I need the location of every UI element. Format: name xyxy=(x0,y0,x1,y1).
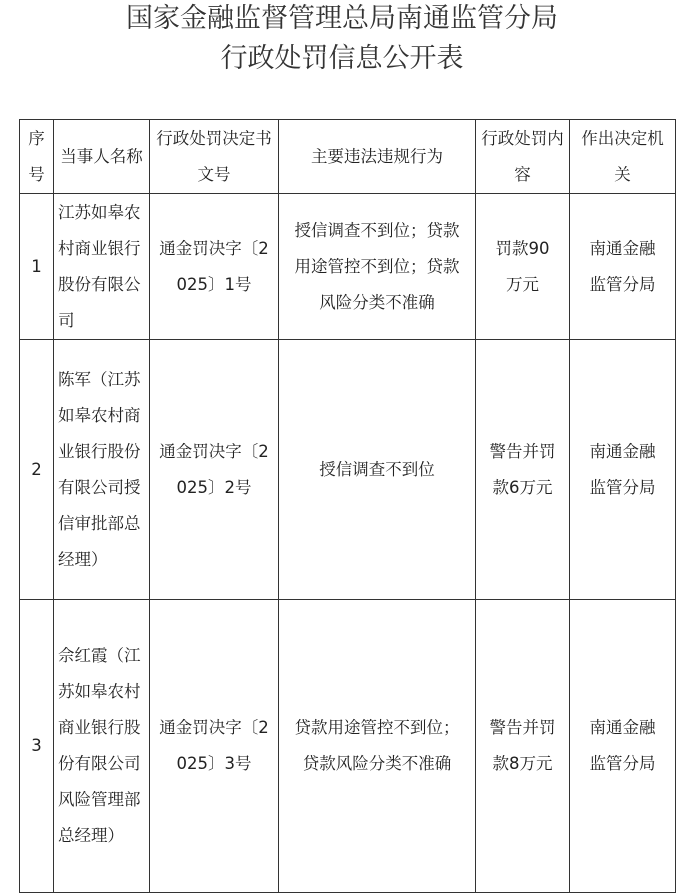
document-subtitle: 行政处罚信息公开表 xyxy=(220,43,464,74)
cell-authority: 南通金融监管分局 xyxy=(570,600,676,893)
header-violation: 主要违法违规行为 xyxy=(279,120,476,194)
cell-seq: 3 xyxy=(20,600,54,893)
table-row xyxy=(20,340,676,600)
cell-doc-no: 通金罚决字〔2025〕1号 xyxy=(150,194,279,340)
cell-violation: 授信调查不到位 xyxy=(279,340,476,600)
cell-doc-no: 通金罚决字〔2025〕3号 xyxy=(150,600,279,893)
cell-authority: 南通金融监管分局 xyxy=(570,194,676,340)
cell-violation: 贷款用途管控不到位；贷款风险分类不准确 xyxy=(279,600,476,893)
header-doc-no: 行政处罚决定书文号 xyxy=(150,120,279,194)
table-row xyxy=(20,600,676,893)
cell-doc-no: 通金罚决字〔2025〕2号 xyxy=(150,340,279,600)
cell-content: 警告并罚款8万元 xyxy=(476,600,570,893)
cell-violation: 授信调查不到位；贷款用途管控不到位；贷款风险分类不准确 xyxy=(279,194,476,340)
header-content: 行政处罚内容 xyxy=(476,120,570,194)
cell-seq: 1 xyxy=(20,194,54,340)
document-title: 国家金融监督管理总局南通监管分局 xyxy=(126,3,558,34)
header-seq: 序号 xyxy=(20,120,54,194)
cell-content: 警告并罚款6万元 xyxy=(476,340,570,600)
header-authority: 作出决定机关 xyxy=(570,120,676,194)
cell-party: 江苏如皋农村商业银行股份有限公司 xyxy=(54,194,150,340)
cell-content: 罚款90万元 xyxy=(476,194,570,340)
table-header-row xyxy=(20,120,676,194)
cell-party: 陈军（江苏如皋农村商业银行股份有限公司授信审批部总经理） xyxy=(54,340,150,600)
cell-party: 佘红霞（江苏如皋农村商业银行股份有限公司风险管理部总经理） xyxy=(54,600,150,893)
table-row xyxy=(20,194,676,340)
penalty-table xyxy=(19,119,676,893)
cell-authority: 南通金融监管分局 xyxy=(570,340,676,600)
cell-seq: 2 xyxy=(20,340,54,600)
header-party: 当事人名称 xyxy=(54,120,150,194)
